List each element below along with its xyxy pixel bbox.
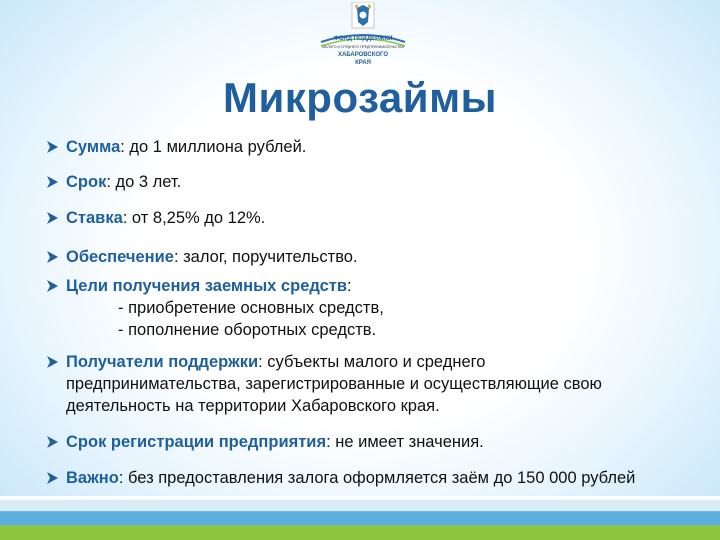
bullet-important xyxy=(46,467,716,489)
bullet-key: Срок xyxy=(66,173,107,191)
bullet-value: : залог, поручительство. xyxy=(173,248,358,266)
svg-text:ХАБАРОВСКОГО: ХАБАРОВСКОГО xyxy=(337,52,389,58)
bullet-value: : от 8,25% до 12%. xyxy=(122,209,266,227)
arrow-bullet-icon xyxy=(46,211,59,225)
page-title: Микрозаймы xyxy=(222,74,498,121)
svg-text:ФОНД ПОДДЕРЖКИ: ФОНД ПОДДЕРЖКИ xyxy=(333,36,393,42)
bullet-value: : субъекты малого и среднего xyxy=(258,353,486,371)
arrow-bullet-icon xyxy=(46,175,59,189)
bullet-key: Обеспечение xyxy=(66,248,174,266)
bullet-purposes xyxy=(46,275,716,341)
bullet-key: Сумма xyxy=(66,138,121,156)
bullet-continuation: предпринимательства, зарегистрированные и осуществляющие свою xyxy=(66,375,602,393)
bullet-collateral xyxy=(46,246,716,268)
bullet-term xyxy=(46,171,716,193)
bullet-value: : не имеет значения. xyxy=(326,433,484,451)
bullet-key: Цели получения заемных средств xyxy=(66,277,348,295)
arrow-bullet-icon xyxy=(46,279,59,293)
bullet-amount xyxy=(46,136,716,158)
bullet-key: Важно xyxy=(66,469,119,487)
arrow-bullet-icon xyxy=(46,250,59,264)
fund-logo xyxy=(318,2,408,68)
bullet-value: : до 1 миллиона рублей. xyxy=(120,138,307,156)
decorative-bottom-stripe xyxy=(0,496,720,540)
bullet-rate xyxy=(46,207,716,229)
svg-text:КРАЯ: КРАЯ xyxy=(355,60,371,66)
arrow-bullet-icon xyxy=(46,140,59,154)
arrow-bullet-icon xyxy=(46,355,59,369)
bullet-value: : до 3 лет. xyxy=(106,173,182,191)
bullet-value: : без предоставления залога оформляется заём до 150 000 рублей xyxy=(118,469,636,487)
arrow-bullet-icon xyxy=(46,471,59,485)
bullet-subitem: - приобретение основных средств, xyxy=(118,299,384,317)
bullet-key: Ставка xyxy=(66,209,123,227)
bullet-value: : xyxy=(347,277,352,295)
bullet-registration xyxy=(46,431,716,453)
bullet-key: Срок регистрации предприятия xyxy=(66,433,327,451)
bullet-subitem: - пополнение оборотных средств. xyxy=(118,321,377,339)
arrow-bullet-icon xyxy=(46,435,59,449)
bullet-recipients xyxy=(46,351,716,417)
svg-text:МАЛОГО И СРЕДНЕГО ПРЕДПРИНИМАТ: МАЛОГО И СРЕДНЕГО ПРЕДПРИНИМАТЕЛЬСТВА xyxy=(322,45,404,49)
bullet-continuation: деятельность на территории Хабаровского края. xyxy=(66,397,440,415)
bullet-key: Получатели поддержки xyxy=(66,353,259,371)
